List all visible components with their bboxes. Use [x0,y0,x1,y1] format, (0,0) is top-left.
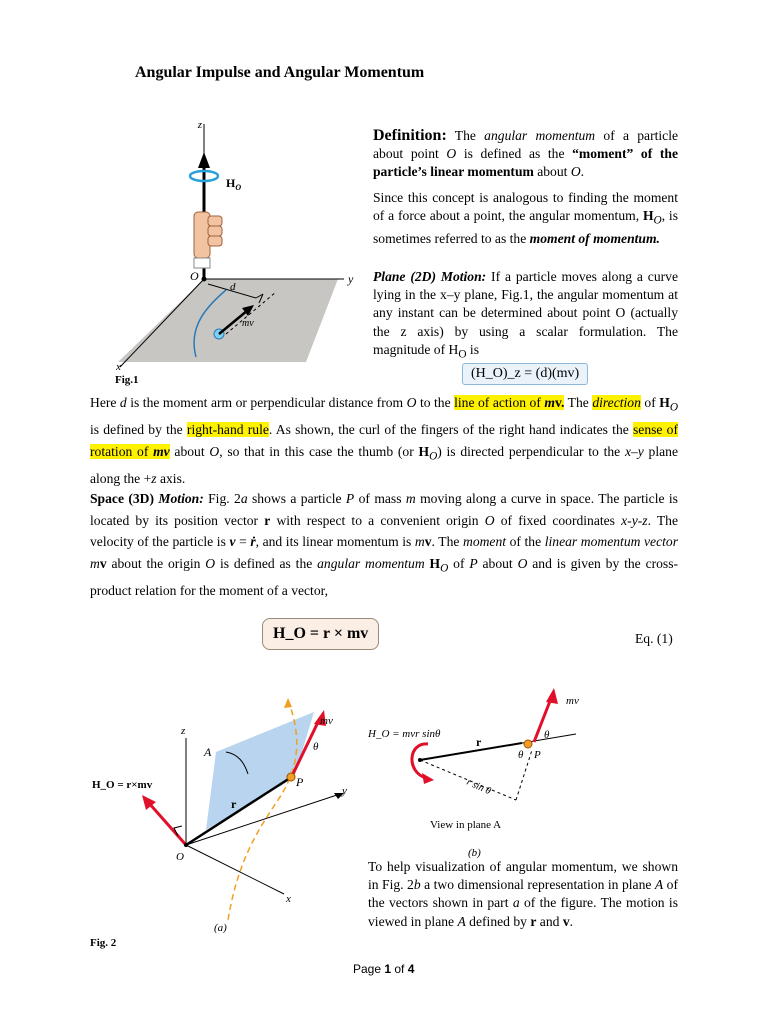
right-hand-rule-paragraph: Here d is the moment arm or perpendicular distance from O to the line of action of mv. The direction of $H_O$ is defined by the right-hand rule. As shown, the curl of the fingers of the right hand indicates the sense of rotation of mv about O, so that in this case the thumb (or $H_O$) is directed perpendicular to the x–y plane along the +z axis. [90,395,679,486]
visualization-paragraph: To help visualization of angular momentum, we shown in Fig. 2b a two dimensional representation in plane A of the vectors shown in part a of the figure. The motion is viewed in plane A defined by r and v. [368,859,678,929]
highlight-right-hand-rule: right-hand rule [186,422,269,438]
xy-plane [118,279,338,362]
fig2b-view-label: View in plane A [430,819,502,831]
fig1-y-label: y [348,272,354,286]
fig2b-mv-label: mv [566,695,579,707]
fig2a-p-label: P [296,775,304,789]
fig2a-r-label: r [231,797,237,811]
fig1-z-label: z [197,119,202,131]
definition-heading: Definition: [373,127,447,144]
space-motion-paragraph: Space (3D) Motion: Fig. 2a shows a particle P of mass m moving along a curve in space. The particle is located by its position vector r with respect to a convenient origin O of fixed coordinates x-y-z. The velocity of the particle is v = ṙ, and its linear momentum is mv. The moment of the linear momentum vector mv about the origin O is defined as the angular momentum $H_O$ of P about O and is given by the cross-product relation for the moment of a vector, [90,491,679,598]
definition-paragraph: Definition: The angular momentum of a particle about point O is defined as the “moment” of the particle’s linear momentum about O. [373,127,679,180]
fig1-d-label: d [230,281,236,293]
plane-motion-heading: Plane (2D) Motion: [373,269,487,284]
plane-motion-paragraph: Plane (2D) Motion: If a particle moves along a curve lying in the x–y plane, Fig.1, the angular momentum at any instant can be determined about point O (actually the z axis) by using a scalar formulation. The magnitude of $H_O$ is [373,269,678,361]
highlight-direction: direction [592,395,641,410]
page-number: Page 1 of 4 [353,962,415,976]
right-hand-icon [194,212,222,268]
origin-point [184,843,188,847]
fig2a-theta-label: θ [313,741,319,753]
fig2b-rsin-label: r sin θ [464,776,493,798]
fig2b-theta2-label: θ [518,749,524,761]
eq1-label: Eq. (1) [635,631,673,646]
ho-vector [148,802,186,845]
origin-point [202,277,207,282]
fig1-ho-label: $H_O$ [226,176,242,192]
fig2a-y-label: y [342,785,347,797]
figure-2b [368,682,604,862]
fig2b-caption: (b) [468,847,481,859]
fig1-origin-label: O [190,269,199,283]
highlight-line-of-action: line of action of mv. [454,395,565,410]
fig2a-caption: (a) [214,922,227,934]
figure-1 [108,112,368,384]
page-title: Angular Impulse and Angular Momentum [135,64,425,81]
highlight-sense-of-rotation: sense of rotation of mv [90,422,679,459]
origin-point [418,758,422,762]
fig2b-r-label: r [476,735,482,749]
fig2a-x-label: x [286,893,291,905]
fig1-label: Fig.1 [115,374,139,386]
particle-p [524,740,532,748]
fig2-label: Fig. 2 [90,937,117,949]
fig2a-ho-label: H_O = r×mv [92,779,153,791]
fig1-x-label: x [116,361,121,373]
fig2a-z-label: z [181,725,186,737]
cross-product-equation: H_O = r × mv [262,618,379,650]
analog-paragraph: Since this concept is analogous to finding the moment of a force about a point, the angular momentum, $H_O$, is sometimes referred to as the moment of momentum. [373,190,678,247]
figure-2a [88,690,358,940]
fig2b-p-label: P [534,749,541,761]
ho-arrowhead [198,152,210,168]
space-motion-heading: Space (3D) [90,491,155,506]
fig2a-origin-label: O [176,851,184,863]
plane-a [206,712,314,830]
fig2b-formula: H_O = mvr sinθ [368,728,441,740]
fig2b-theta1-label: θ [544,729,550,741]
r-vector [420,743,522,760]
particle-p [287,773,295,781]
fig2a-mv-label: mv [320,715,333,727]
fig2a-plane-label: A [204,745,212,759]
fig1-mv-label: mv [242,318,254,329]
scalar-formula: (H_O)_z = (d)(mv) [462,363,588,385]
mv-arrowhead [546,688,558,704]
